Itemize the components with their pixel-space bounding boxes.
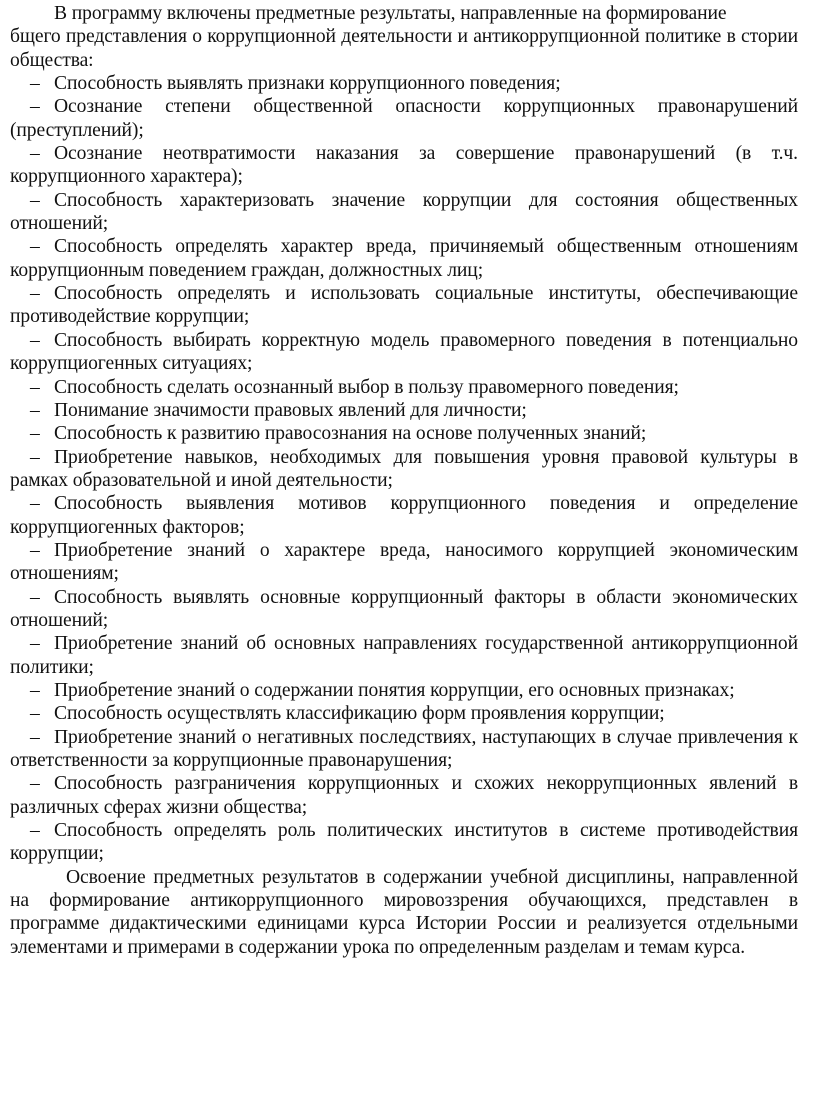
list-item-text: Способность к развитию правосознания на основе полученных знаний;: [54, 423, 647, 445]
list-item-text: Способность выявлять признаки коррупционного поведения;: [54, 73, 561, 95]
list-item: [10, 632, 798, 679]
list-item-text: Способность разграничения коррупционных и схожих некоррупционных явлений в различных сферах жизни общества;: [10, 773, 798, 818]
list-dash: –: [30, 189, 40, 211]
list-dash: –: [30, 376, 40, 398]
list-item-text: Способность осуществлять классификацию форм проявления коррупции;: [54, 703, 665, 725]
list-item: [10, 376, 798, 399]
list-dash: –: [30, 539, 40, 561]
closing-paragraph: Освоение предметных результатов в содержании учебной дисциплины, направленной на формирование антикоррупционного мировоззрения обучающихся, представлен в программе дидактическими единицами курса Истории России и реализуется отдельными элементами и примерами в содержании урока по определенным разделам и темам курса.: [10, 866, 798, 958]
list-dash: –: [30, 283, 40, 305]
list-item-text: Способность выявлять основные коррупционный факторы в области экономических отношений;: [10, 586, 798, 631]
list-dash: –: [30, 446, 40, 468]
list-item: [10, 142, 798, 189]
list-dash: –: [30, 143, 40, 165]
list-item-text: Осознание неотвратимости наказания за совершение правонарушений (в т.ч. коррупционного характера);: [10, 143, 798, 188]
list-dash: –: [30, 679, 40, 701]
list-dash: –: [30, 399, 40, 421]
list-dash: –: [30, 73, 40, 95]
list-item-text: Способность характеризовать значение коррупции для состояния общественных отношений;: [10, 189, 798, 235]
list-item: [10, 539, 798, 586]
list-item-text: Приобретение знаний об основных направлениях государственной антикоррупционной политики;: [10, 633, 798, 678]
list-dash: –: [30, 820, 40, 842]
list-item-text: Способность выбирать корректную модель правомерного поведения в потенциально коррупциогенных ситуациях;: [10, 329, 798, 375]
list-item: [10, 329, 798, 376]
list-item-text: Способность определять характер вреда, причиняемый общественным отношениям коррупционным поведением граждан, должностных лиц;: [10, 236, 798, 281]
list-dash: –: [30, 423, 40, 445]
list-item: [10, 422, 798, 445]
list-dash: –: [30, 726, 40, 748]
list-item-text: Понимание значимости правовых явлений для личности;: [54, 399, 527, 421]
list-item-text: Способность сделать осознанный выбор в пользу правомерного поведения;: [54, 376, 679, 398]
list-item: [10, 282, 798, 329]
list-item: [10, 189, 798, 236]
list-dash: –: [30, 633, 40, 655]
list-item: [10, 819, 798, 866]
list-dash: –: [30, 773, 40, 795]
list-dash: –: [30, 586, 40, 608]
list-dash: –: [30, 493, 40, 515]
intro-paragraph: [10, 2, 798, 72]
list-item: [10, 492, 798, 539]
list-item: [10, 726, 798, 773]
list-item: [10, 72, 798, 95]
list-item: [10, 235, 798, 282]
list-item-text: Осознание степени общественной опасности коррупционных правонарушений (преступлений);: [10, 96, 798, 141]
list-item: [10, 772, 798, 819]
list-item-text: Приобретение знаний о характере вреда, наносимого коррупцией экономическим отношениям;: [10, 539, 798, 585]
list-dash: –: [30, 703, 40, 725]
list-item-text: Приобретение навыков, необходимых для повышения уровня правовой культуры в рамках образовательной и иной деятельности;: [10, 446, 798, 491]
list-item-text: Приобретение знаний о негативных последствиях, наступающих в случае привлечения к ответственности за коррупционные правонарушения;: [10, 726, 798, 771]
list-item: [10, 399, 798, 422]
document-body: [10, 2, 798, 959]
intro-rest: бщего представления о коррупционной деятельности и антикоррупционной политике в стории общества:: [10, 26, 798, 71]
list-item: [10, 679, 798, 702]
list-dash: –: [30, 329, 40, 351]
list-item-text: Способность выявления мотивов коррупционного поведения и определение коррупциогенных факторов;: [10, 493, 798, 538]
list-dash: –: [30, 96, 40, 118]
list-item: [10, 446, 798, 493]
results-list: [10, 72, 798, 866]
intro-first-line: В программу включены предметные результаты, направленные на формирование: [54, 3, 727, 24]
list-dash: –: [30, 236, 40, 258]
list-item-text: Приобретение знаний о содержании понятия коррупции, его основных признаках;: [54, 679, 735, 701]
list-item-text: Способность определять и использовать социальные институты, обеспечивающие противодействие коррупции;: [10, 283, 798, 328]
list-item: [10, 95, 798, 142]
list-item: [10, 702, 798, 725]
list-item: [10, 586, 798, 633]
list-item-text: Способность определять роль политических институтов в системе противодействия коррупции;: [10, 820, 798, 865]
